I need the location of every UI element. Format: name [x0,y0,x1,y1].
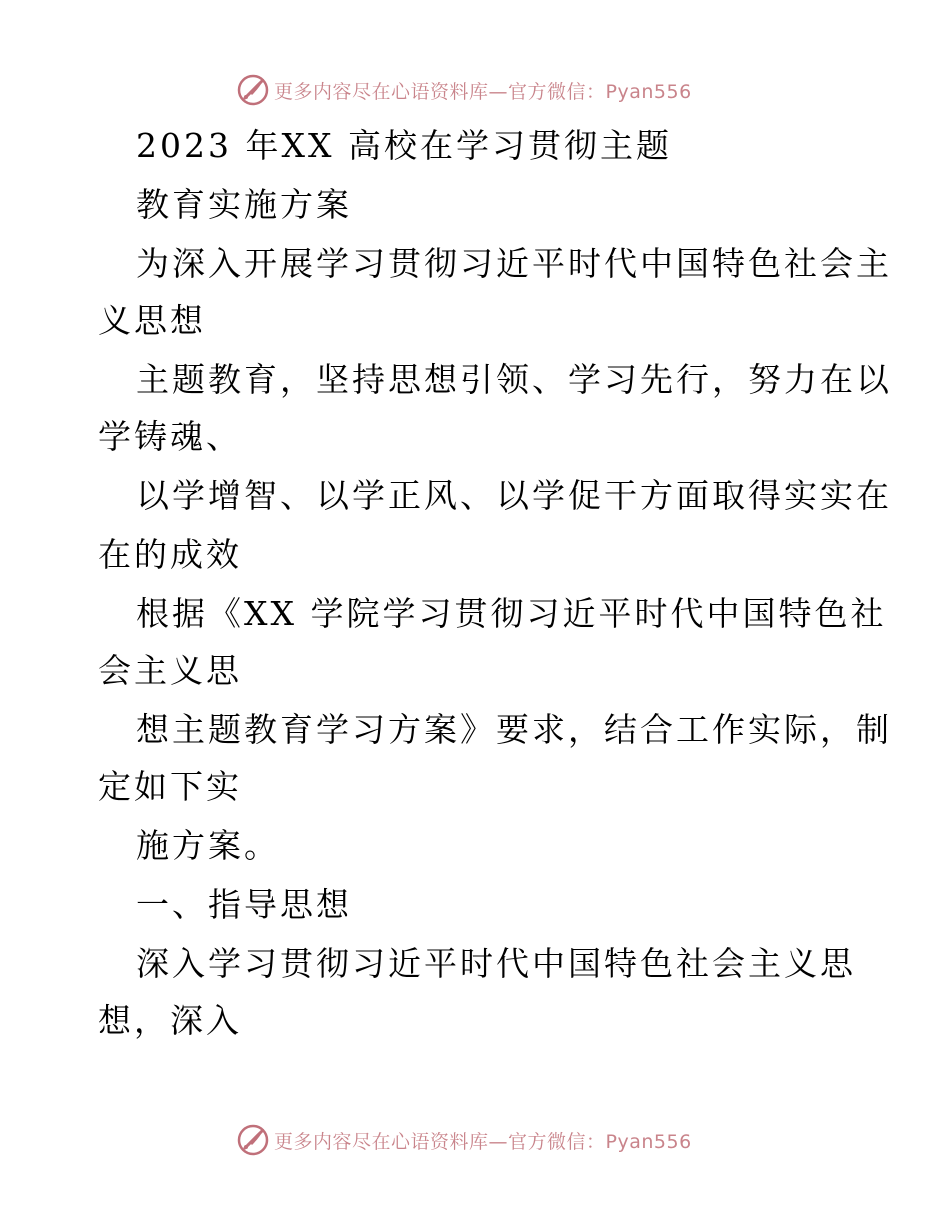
doc-line: 定如下实 [98,767,242,806]
doc-line: 深入学习贯彻习近平时代中国特色社会主义思 [136,944,856,983]
watermark-text: 更多内容尽在心语资料库—官方微信：Pyan556 [274,80,692,103]
footer-watermark [236,1122,692,1158]
doc-line: 会主义思 [98,651,242,690]
doc-line-title-2: 教育实施方案 [136,185,352,224]
section-heading: 一、指导思想 [136,885,352,924]
quill-logo-icon [236,73,270,107]
doc-line: 在的成效 [98,535,242,574]
quill-logo-icon [236,1123,270,1157]
doc-line: 学铸魂、 [98,417,242,456]
doc-line: 义思想 [98,301,206,340]
doc-line-title-1: 2023 年XX 高校在学习贯彻主题 [136,126,672,165]
doc-line: 根据《XX 学院学习贯彻习近平时代中国特色社 [136,594,887,633]
doc-line: 为深入开展学习贯彻习近平时代中国特色社会主 [136,244,892,283]
doc-line: 想，深入 [98,1001,242,1040]
header-watermark [236,72,692,108]
doc-line: 施方案。 [136,826,280,865]
doc-line: 想主题教育学习方案》要求，结合工作实际，制 [136,710,892,749]
watermark-text: 更多内容尽在心语资料库—官方微信：Pyan556 [274,1130,692,1153]
doc-line: 以学增智、以学正风、以学促干方面取得实实在 [136,476,892,515]
doc-line: 主题教育，坚持思想引领、学习先行，努力在以 [136,360,892,399]
